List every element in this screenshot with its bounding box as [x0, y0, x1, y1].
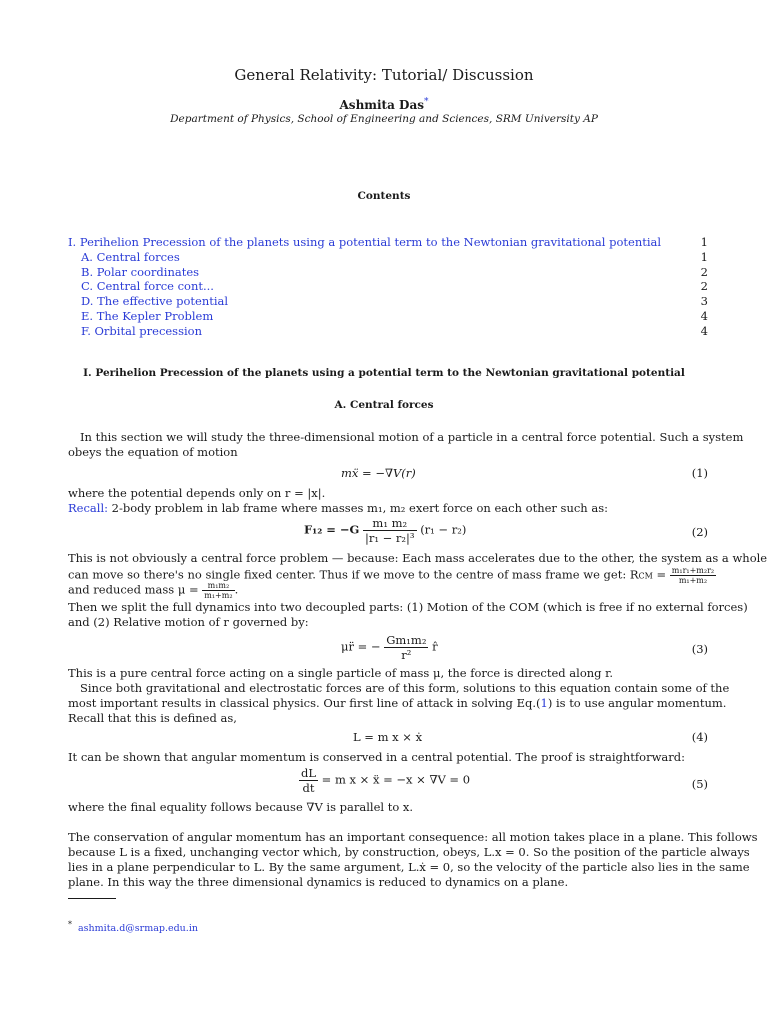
body-text: plane. In this way the three dimensional dynamics is reduced to dynamics on a plane. [68, 875, 569, 889]
eq-rhs: (r₁ − r₂) [420, 522, 467, 537]
equation-2 [304, 516, 466, 545]
body-text: most important results in classical physics. Our first line of attack in solving Eq.( [68, 696, 541, 710]
toc-entry[interactable] [81, 279, 708, 293]
subscript: CM [638, 571, 653, 581]
affiliation: Department of Physics, School of Engineering and Sciences, SRM University AP [170, 113, 598, 125]
body-text: 2-body problem in lab frame where masses m₁, m₂ exert force on each other such as: [108, 501, 609, 515]
equation-ref-link[interactable]: 1 [540, 696, 548, 710]
toc-page: 4 [700, 324, 708, 338]
body-text: obeys the equation of motion [68, 445, 238, 459]
equation-4: L = m x × ẋ [353, 730, 423, 744]
body-text: and (2) Relative motion of r governed by: [68, 615, 309, 629]
body-text: The conservation of angular momentum has an important consequence: all motion takes place in a plane. This follows [68, 830, 758, 844]
toc-page: 1 [700, 235, 708, 249]
body-text: Then we split the full dynamics into two decoupled parts: (1) Motion of the COM (which is free if no external forces) [68, 600, 748, 614]
toc-page: 2 [700, 279, 708, 293]
denominator: m₁+m₂ [204, 591, 233, 600]
numerator: m₁m₂ [202, 581, 234, 591]
toc-entry[interactable] [68, 235, 708, 249]
toc-entry[interactable] [81, 265, 708, 279]
denominator: r² [401, 648, 412, 662]
denominator: dt [302, 781, 315, 795]
equation-5 [299, 766, 470, 795]
numerator: Gm₁m₂ [386, 633, 427, 647]
toc-label[interactable]: I. Perihelion Precession of the planets using a potential term to the Newtonian gravitational potential [68, 235, 662, 249]
subsection-heading: A. Central forces [334, 399, 434, 411]
numerator: m₁r₁+m₂r₂ [671, 566, 715, 575]
toc-entry[interactable] [81, 250, 708, 264]
equation-1: mẍ = −∇V(r) [341, 466, 416, 480]
footnote [68, 920, 198, 934]
fraction [299, 766, 318, 795]
body-text: lies in a plane perpendicular to L. By the same argument, L.ẋ = 0, so the velocity of the particle also lies in the same [68, 860, 750, 874]
toc-page: 2 [700, 265, 708, 279]
numerator: dL [301, 766, 316, 780]
body-text: ) is to use angular momentum. [547, 696, 727, 710]
equation-number: (5) [691, 777, 708, 791]
denominator: m₁+m₂ [678, 576, 708, 585]
toc-label[interactable]: F. Orbital precession [81, 324, 202, 338]
denominator: |r₁ − r₂|³ [365, 531, 415, 545]
equation-number: (2) [691, 525, 708, 539]
equation-number: (1) [691, 466, 708, 480]
toc-label[interactable]: B. Polar coordinates [81, 265, 200, 279]
body-text: It can be shown that angular momentum is conserved in a central potential. The proof is straightforward: [68, 750, 686, 764]
body-text: and reduced mass μ = $\frac{\text{m₁m₂}}{\text{m₁+m₂}}$ . [68, 581, 239, 600]
body-text: In this section we will study the three-dimensional motion of a particle in a central force potential. Such a system [80, 430, 744, 444]
body-text: Recall that this is defined as, [68, 711, 237, 725]
body-text [68, 501, 608, 515]
fraction [363, 516, 417, 545]
toc-entry[interactable] [81, 324, 708, 338]
recall-link[interactable]: Recall: [68, 501, 108, 515]
body-text: where the potential depends only on r = |x|. [68, 486, 326, 500]
author-footnote-mark[interactable]: * [423, 97, 429, 107]
toc-entry[interactable] [81, 309, 708, 323]
numerator: m₁ m₂ [363, 516, 417, 531]
body-text: because L is a fixed, unchanging vector which, by construction, obeys, L.x = 0. So the position of the particle always [68, 845, 750, 859]
eq-rhs: r̂ [432, 639, 438, 654]
body-text: can move so there's no single fixed center. Thus if we move to the centre of mass frame we get: R [68, 567, 639, 582]
section-heading: I. Perihelion Precession of the planets using a potential term to the Newtonian gravitational potential [83, 367, 685, 379]
toc-entry[interactable] [81, 294, 708, 308]
toc-page: 4 [700, 309, 708, 323]
fraction [670, 566, 716, 585]
body-text: This is a pure central force acting on a single particle of mass μ, the force is directed along r. [68, 666, 614, 680]
toc-label[interactable]: E. The Kepler Problem [81, 309, 214, 323]
contents-heading: Contents [357, 190, 411, 202]
equation-3 [341, 633, 438, 662]
body-text: can move so there's no single fixed center. Thus if we move to the centre of mass frame we get: RCM = $\frac{\text{m₁r₁+m₂r₂}}{\text{m₁+m₂}}$ [68, 566, 715, 585]
toc-label[interactable]: C. Central force cont... [81, 279, 214, 293]
body-text [68, 696, 726, 710]
fraction [384, 633, 428, 662]
author-name: Ashmita Das [339, 98, 424, 112]
eq-lhs: μr̈ = − [341, 639, 381, 654]
author-line [0, 97, 768, 112]
toc-page: 1 [700, 250, 708, 264]
body-text: and reduced mass μ = [68, 582, 203, 597]
body-text: This is not obviously a central force problem — because: Each mass accelerates due to the other, the system as a whole [68, 551, 768, 565]
equation-number: (4) [691, 730, 708, 744]
eq-rhs: = m x × ẍ = −x × ∇V = 0 [321, 772, 471, 787]
fraction [202, 581, 234, 600]
body-text: Since both gravitational and electrostatic forces are of this form, solutions to this equation contain some of the [80, 681, 730, 695]
paper-title: General Relativity: Tutorial/ Discussion [234, 66, 534, 84]
email-link[interactable]: ashmita.d@srmap.edu.in [78, 923, 198, 935]
toc-page: 3 [700, 294, 708, 308]
eq-lhs: F₁₂ = −G [304, 522, 360, 537]
equation-number: (3) [691, 642, 708, 656]
footnote-rule [68, 898, 116, 899]
body-text: where the final equality follows because ∇V is parallel to x. [68, 800, 414, 814]
toc-label[interactable]: A. Central forces [81, 250, 180, 264]
toc-label[interactable]: D. The effective potential [81, 294, 229, 308]
footnote-mark: * [68, 920, 72, 929]
